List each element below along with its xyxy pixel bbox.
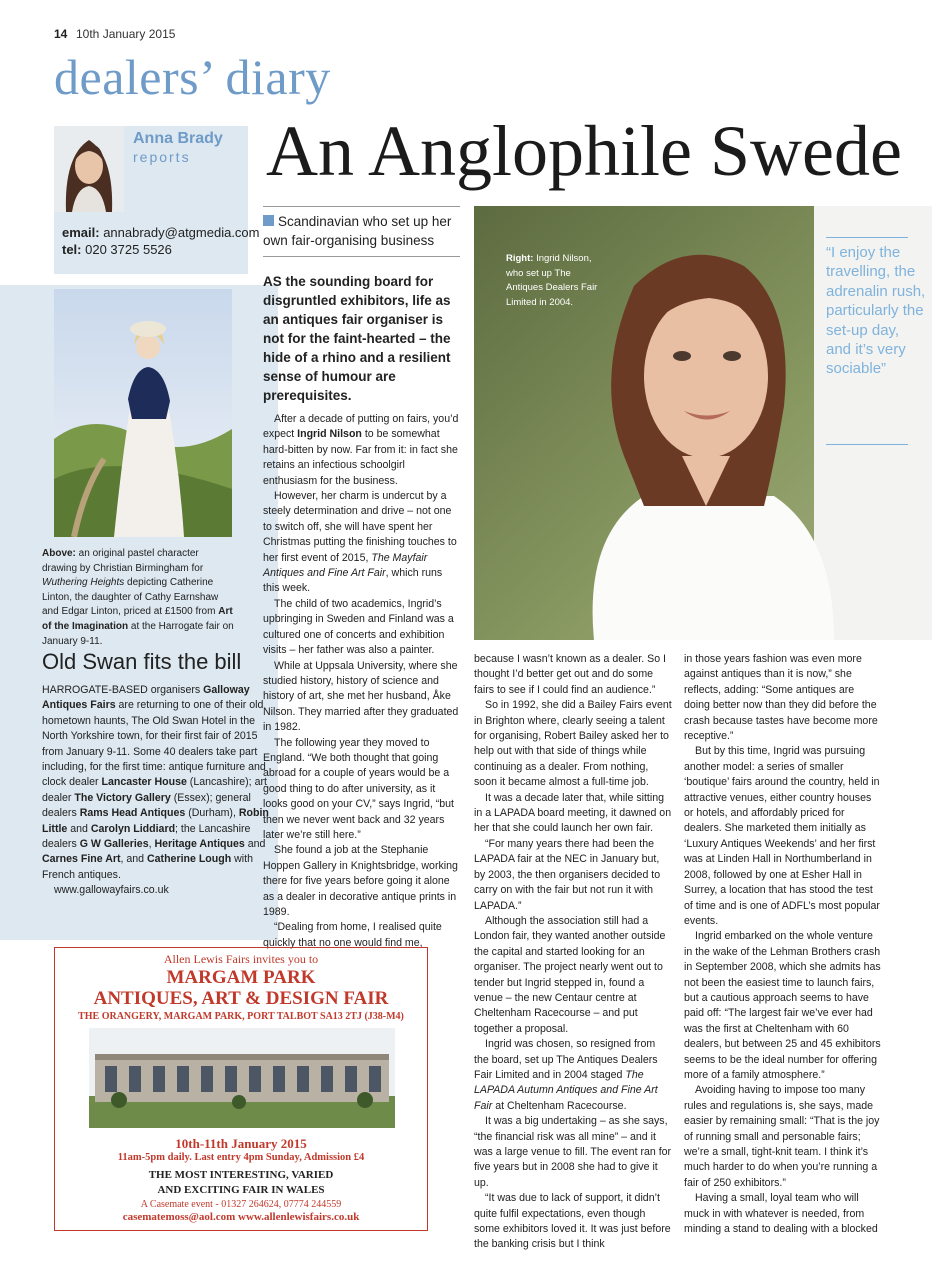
orangery-image: [89, 1028, 395, 1128]
ad-intro: Allen Lewis Fairs invites you to: [163, 952, 319, 966]
ad-dates: 10th-11th January 2015: [175, 1136, 307, 1151]
ad-tagline-1: THE MOST INTERESTING, VARIED: [148, 1169, 334, 1181]
sidebar-headline: Old Swan fits the bill: [42, 649, 242, 674]
body-column-2: because I wasn’t known as a dealer. So I thought I’d better get out and do some fairs to see if I could find an audience.” So in 1992, she did a Bailey Fairs event in Brighton where, clearly seeing a talent for organising, Robert Bailey asked her to help out with that side of things while continuing as a dealer. From nothing, soon it became almost a full-time job. It was a decade later that, while sitting in a LAPADA board meeting, it dawned on her that she could launch her own fair. “For many years there had been the LAPADA fair at the NEC in January but, by 2003, the then organisers decided to carry on with the fair but not run it with LAPADA.” Although the association still had a London fair, they wanted another outside the capital and started looking for an organiser. The project nearly went out to tender but Ingrid stepped in, found a venue – the new Centaur centre at Cheltenham Racecourse – and put together a proposal. Ingrid was chosen, so resigned from the board, set up The Antiques Dealers Fair Limited and in 2004 staged The LAPADA Autumn Antiques and Fine Art Fair at Cheltenham Racecourse. It was a big undertaking – as she says, “the financial risk was all mine” – and it was a large venue to fill. The event ran for five years but in 2008 she had to give it up. “It was due to lack of support, it didn’t quite fulfil expectations, even though some exhibitors loved it. It was just before the banking crisis but I think: [474, 653, 672, 1251]
pull-quote: “I enjoy the travelling, the adrenalin rush, particularly the set-up day, and it’s very sociable”: [826, 244, 926, 378]
deck-rule-top: [263, 206, 460, 207]
quote-rule-bottom: [826, 444, 908, 445]
sidebar-story: HARROGATE-BASED organisers Galloway Antiques Fairs are returning to one of their old hometown haunts, The Old Swan Hotel in the North Yorkshire town, for their first fair of 2015 from January 9-11. Some 40 dealers take part including, for the first time: antique furniture and clock dealer Lancaster House (Lancashire); art dealer The Victory Gallery (Essex); general dealers Rams Head Antiques (Durham), Robin Little and Carolyn Liddiard; the Lancashire dealers G W Galleries, Heritage Antiques and Carnes Fine Art, and Catherine Lough with French antiques. www.gallowayfairs.co.uk: [42, 684, 269, 897]
painting-caption: Above: an original pastel character drawing by Christian Birmingham for Wuthering Heights depicting Catherine Linton, the daughter of Cathy Earnshaw and Edgar Linton, priced at £1500 from Art of the Imagination at the Harrogate fair on January 9-11.: [42, 548, 234, 647]
ad-title-line-2: ANTIQUES, ART & DESIGN FAIR: [93, 988, 389, 1009]
author-email: email: annabrady@atgmedia.com: [62, 225, 260, 240]
page-number: 14: [54, 27, 68, 41]
pastel-drawing-image: [54, 289, 232, 537]
issue-date: 10th January 2015: [76, 27, 176, 41]
email-address[interactable]: annabrady@atgmedia.com: [103, 225, 260, 240]
deck: Scandinavian who set up her own fair-organising business: [263, 214, 452, 248]
quote-rule-top: [826, 237, 908, 238]
author-photo: [54, 126, 124, 212]
author-tel: tel: 020 3725 5526: [62, 242, 172, 257]
author-name: Anna Brady: [133, 130, 223, 147]
ad-times: 11am-5pm daily. Last entry 4pm Sunday, Admission £4: [117, 1152, 365, 1163]
ad-venue: THE ORANGERY, MARGAM PARK, PORT TALBOT SA13 2TJ (J38-M4): [78, 1011, 404, 1022]
headline: An Anglophile Swede: [266, 111, 902, 191]
ad-tagline-2: AND EXCITING FAIR IN WALES: [157, 1184, 325, 1196]
body-column-1: After a decade of putting on fairs, you’d expect Ingrid Nilson to be somewhat hard-bitten by now. Far from it: in fact she retains an infectious schoolgirl enthusiasm for the business. However, her charm is undercut by a steely determination and drive – not one to switch off, she will have spent her Christmas putting the finishing touches to her first event of 2015, The Mayfair Antiques and Fine Art Fair, which runs this week. The child of two academics, Ingrid’s upbringing in Sweden and Finland was a cultured one of concerts and exhibition visits – her father was also a painter. While at Uppsala University, where she studied history, history of science and history of art, she met her husband, Åke Nilson. They married after they graduated in 1982. The following year they moved to England. “We both thought that going abroad for a couple of years would be a good thing to do after university, as it looks good on your CV,” says Ingrid, “but then we never went back and 32 years later we’re still here.” She found a job at the Stephanie Hoppen Gallery in Knightsbridge, working there for five years before going it alone as a dealer in decorative antique prints in 1989. “Dealing from home, I realised quite quickly that no one would find me,: [263, 413, 459, 949]
standfirst: AS the sounding board for disgruntled exhibitors, life as an antiques fair organiser is not for the faint-hearted – the hide of a rhino and a resilient sense of humour are prerequisites.: [263, 274, 451, 403]
ad-title-line-1: MARGAM PARK: [166, 967, 316, 988]
deck-rule-bottom: [263, 256, 460, 257]
author-role: reports: [133, 149, 191, 165]
photo-caption: Right: Ingrid Nilson, who set up The Antiques Dealers Fair Limited in 2004.: [506, 253, 598, 308]
section-title: dealers’ diary: [54, 49, 331, 105]
sidebar-url[interactable]: www.gallowayfairs.co.uk: [54, 884, 169, 897]
body-column-3: in those years fashion was even more against antiques than it is now,” she reflects, adding: “Some antiques are doing better now than they did before the crash because tastes have become more receptive.” But by this time, Ingrid was pursuing another model: a series of smaller ‘boutique’ fairs around the country, held in attractive venues, either country houses or hotels, and affordably priced for dealers. She marketed them initially as ‘Luxury Antiques Weekends’ and her first was at Linden Hall in Northumberland in 2008, followed by one at Esher Hall in Surrey, a location that has stood the test of time and is one of ADFL’s most popular events. Ingrid embarked on the whole venture in the wake of the Lehman Brothers crash in September 2008, which she admits has not been the easiest time to launch fairs, but a cautious approach seems to have paid off: “The largest fair we’ve ever had was the first at Cheltenham with 60 dealers, but between 25 and 45 exhibitors seems to be the ideal number for offering more of a family atmosphere.” Avoiding having to impose too many rules and regulations is, she says, made easier by remaining small: “That is the joy of running small and personable fairs; we’re a small, tight-knit team. I think it’s much harder to do when you’re running a fair of 250 exhibitors.” Having a small, loyal team who will muck in with whatever is needed, from minding a stand to dealing with a blocked: [684, 653, 881, 1236]
square-bullet-icon: [263, 215, 274, 226]
fair-advert: [54, 947, 428, 1231]
ad-web[interactable]: casematemoss@aol.com www.allenlewisfairs.co.uk: [122, 1211, 360, 1223]
ad-contact: A Casemate event - 01327 264624, 07774 244559: [140, 1199, 342, 1210]
